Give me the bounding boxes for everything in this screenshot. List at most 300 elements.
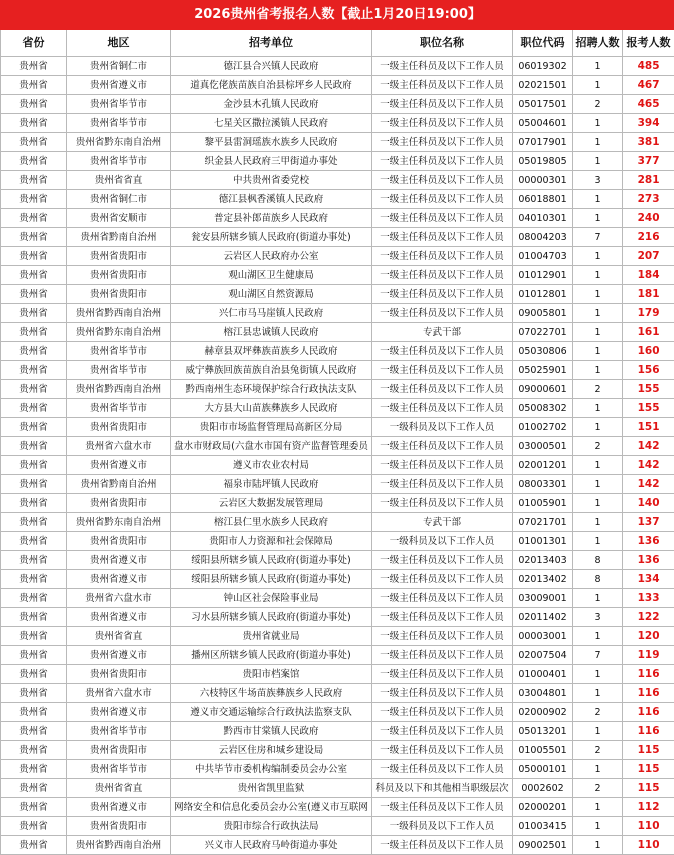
cell-recruits: 1 [573,361,623,380]
cell-applicants: 110 [623,817,674,836]
cell-province: 贵州省 [1,304,67,323]
table-row [1,627,674,646]
cell-position: 一级主任科员及以下工作人员 [372,152,513,171]
cell-region: 贵州省贵阳市 [67,532,171,551]
cell-position: 一级主任科员及以下工作人员 [372,665,513,684]
cell-position: 一级主任科员及以下工作人员 [372,114,513,133]
cell-recruits: 1 [573,266,623,285]
cell-province: 贵州省 [1,361,67,380]
cell-position: 一级主任科员及以下工作人员 [372,285,513,304]
cell-region: 贵州省黔西南自治州 [67,836,171,855]
cell-province: 贵州省 [1,836,67,855]
cell-applicants: 156 [623,361,674,380]
cell-position: 一级主任科员及以下工作人员 [372,722,513,741]
cell-province: 贵州省 [1,57,67,76]
cell-position: 一级主任科员及以下工作人员 [372,684,513,703]
cell-code: 07021701 [513,513,573,532]
cell-applicants: 179 [623,304,674,323]
cell-region: 贵州省黔西南自治州 [67,380,171,399]
table-row [1,228,674,247]
cell-recruits: 2 [573,95,623,114]
cell-position: 一级主任科员及以下工作人员 [372,570,513,589]
cell-position: 一级主任科员及以下工作人员 [372,57,513,76]
cell-position: 一级主任科员及以下工作人员 [372,589,513,608]
cell-applicants: 151 [623,418,674,437]
cell-recruits: 1 [573,342,623,361]
cell-unit: 贵阳市市场监督管理局高新区分局 [171,418,372,437]
cell-code: 05025901 [513,361,573,380]
cell-applicants: 116 [623,722,674,741]
cell-region: 贵州省贵阳市 [67,817,171,836]
cell-recruits: 1 [573,399,623,418]
cell-applicants: 207 [623,247,674,266]
cell-region: 贵州省铜仁市 [67,190,171,209]
cell-recruits: 2 [573,437,623,456]
cell-province: 贵州省 [1,380,67,399]
cell-unit: 贵阳市人力资源和社会保障局 [171,532,372,551]
cell-unit: 盘水市财政局(六盘水市国有资产监督管理委员 [171,437,372,456]
cell-code: 05008302 [513,399,573,418]
cell-region: 贵州省六盘水市 [67,684,171,703]
cell-code: 00000301 [513,171,573,190]
cell-recruits: 1 [573,304,623,323]
cell-province: 贵州省 [1,589,67,608]
cell-applicants: 115 [623,760,674,779]
cell-code: 05019805 [513,152,573,171]
cell-code: 02001201 [513,456,573,475]
cell-province: 贵州省 [1,494,67,513]
cell-applicants: 116 [623,684,674,703]
cell-unit: 贵州省就业局 [171,627,372,646]
cell-applicants: 394 [623,114,674,133]
cell-recruits: 1 [573,532,623,551]
cell-recruits: 2 [573,741,623,760]
cell-unit: 云岩区人民政府办公室 [171,247,372,266]
cell-applicants: 133 [623,589,674,608]
cell-code: 05004601 [513,114,573,133]
table-row [1,95,674,114]
cell-applicants: 381 [623,133,674,152]
table-row [1,266,674,285]
cell-recruits: 1 [573,152,623,171]
cell-applicants: 377 [623,152,674,171]
cell-unit: 网络安全和信息化委员会办公室(遵义市互联网 [171,798,372,817]
cell-unit: 威宁彝族回族苗族自治县兔街镇人民政府 [171,361,372,380]
table-row [1,285,674,304]
table-row [1,513,674,532]
cell-recruits: 8 [573,551,623,570]
cell-code: 0002602 [513,779,573,798]
cell-recruits: 1 [573,57,623,76]
cell-position: 一级主任科员及以下工作人员 [372,209,513,228]
cell-position: 一级主任科员及以下工作人员 [372,228,513,247]
cell-region: 贵州省贵阳市 [67,665,171,684]
cell-province: 贵州省 [1,684,67,703]
cell-applicants: 112 [623,798,674,817]
table-row [1,361,674,380]
cell-recruits: 1 [573,114,623,133]
cell-code: 02011402 [513,608,573,627]
cell-region: 贵州省贵阳市 [67,418,171,437]
table-row [1,684,674,703]
cell-unit: 黎平县雷洞瑶族水族乡人民政府 [171,133,372,152]
cell-province: 贵州省 [1,665,67,684]
cell-position: 一级主任科员及以下工作人员 [372,836,513,855]
cell-recruits: 1 [573,836,623,855]
cell-code: 08004203 [513,228,573,247]
cell-code: 02013402 [513,570,573,589]
cell-province: 贵州省 [1,475,67,494]
cell-unit: 观山湖区自然资源局 [171,285,372,304]
col-header-position: 职位名称 [372,30,513,57]
cell-region: 贵州省黔西南自治州 [67,304,171,323]
cell-province: 贵州省 [1,646,67,665]
cell-code: 06019302 [513,57,573,76]
cell-recruits: 8 [573,570,623,589]
cell-recruits: 1 [573,323,623,342]
cell-applicants: 137 [623,513,674,532]
cell-region: 贵州省黔南自治州 [67,475,171,494]
cell-code: 05030806 [513,342,573,361]
cell-province: 贵州省 [1,342,67,361]
table-row [1,703,674,722]
cell-applicants: 184 [623,266,674,285]
cell-province: 贵州省 [1,133,67,152]
cell-unit: 贵阳市综合行政执法局 [171,817,372,836]
cell-recruits: 1 [573,722,623,741]
table-row [1,779,674,798]
cell-unit: 德江县合兴镇人民政府 [171,57,372,76]
cell-position: 一级主任科员及以下工作人员 [372,475,513,494]
cell-region: 贵州省毕节市 [67,722,171,741]
cell-applicants: 467 [623,76,674,95]
table-row [1,456,674,475]
cell-code: 02007504 [513,646,573,665]
cell-code: 02013403 [513,551,573,570]
cell-code: 03000501 [513,437,573,456]
cell-applicants: 142 [623,456,674,475]
table-row [1,114,674,133]
cell-code: 05013201 [513,722,573,741]
cell-unit: 习水县所辖乡镇人民政府(街道办事处) [171,608,372,627]
cell-position: 一级主任科员及以下工作人员 [372,494,513,513]
cell-unit: 绥阳县所辖乡镇人民政府(街道办事处) [171,570,372,589]
cell-region: 贵州省遵义市 [67,798,171,817]
cell-unit: 云岩区大数据发展管理局 [171,494,372,513]
table-row [1,570,674,589]
cell-recruits: 1 [573,684,623,703]
cell-applicants: 136 [623,551,674,570]
cell-unit: 榕江县忠诚镇人民政府 [171,323,372,342]
cell-position: 一级主任科员及以下工作人员 [372,342,513,361]
cell-applicants: 119 [623,646,674,665]
cell-position: 专武干部 [372,513,513,532]
cell-province: 贵州省 [1,171,67,190]
cell-province: 贵州省 [1,190,67,209]
cell-code: 04010301 [513,209,573,228]
cell-recruits: 1 [573,589,623,608]
cell-code: 01001301 [513,532,573,551]
cell-code: 02021501 [513,76,573,95]
cell-region: 贵州省遵义市 [67,608,171,627]
cell-position: 一级主任科员及以下工作人员 [372,76,513,95]
cell-province: 贵州省 [1,456,67,475]
cell-unit: 绥阳县所辖乡镇人民政府(街道办事处) [171,551,372,570]
cell-recruits: 3 [573,171,623,190]
cell-applicants: 140 [623,494,674,513]
cell-unit: 金沙县木孔镇人民政府 [171,95,372,114]
cell-unit: 织金县人民政府三甲街道办事处 [171,152,372,171]
cell-region: 贵州省遵义市 [67,551,171,570]
col-header-unit: 招考单位 [171,30,372,57]
cell-region: 贵州省省直 [67,627,171,646]
table-row [1,342,674,361]
cell-position: 一级主任科员及以下工作人员 [372,703,513,722]
cell-position: 一级主任科员及以下工作人员 [372,608,513,627]
cell-province: 贵州省 [1,437,67,456]
table-row [1,760,674,779]
cell-unit: 七星关区撒拉溪镇人民政府 [171,114,372,133]
cell-region: 贵州省毕节市 [67,152,171,171]
cell-region: 贵州省毕节市 [67,95,171,114]
cell-province: 贵州省 [1,722,67,741]
cell-code: 01005901 [513,494,573,513]
cell-province: 贵州省 [1,760,67,779]
cell-position: 专武干部 [372,323,513,342]
cell-unit: 遵义市农业农村局 [171,456,372,475]
cell-recruits: 1 [573,247,623,266]
cell-position: 一级主任科员及以下工作人员 [372,380,513,399]
cell-region: 贵州省遵义市 [67,456,171,475]
cell-code: 05000101 [513,760,573,779]
cell-region: 贵州省黔南自治州 [67,228,171,247]
cell-code: 01000401 [513,665,573,684]
cell-region: 贵州省毕节市 [67,114,171,133]
cell-province: 贵州省 [1,779,67,798]
cell-code: 01002702 [513,418,573,437]
cell-region: 贵州省遵义市 [67,646,171,665]
cell-unit: 兴义市人民政府马岭街道办事处 [171,836,372,855]
cell-position: 一级主任科员及以下工作人员 [372,760,513,779]
cell-recruits: 2 [573,703,623,722]
cell-applicants: 240 [623,209,674,228]
cell-recruits: 1 [573,190,623,209]
cell-code: 00003001 [513,627,573,646]
cell-unit: 黔西南州生态环境保护综合行政执法支队 [171,380,372,399]
cell-position: 一级主任科员及以下工作人员 [372,646,513,665]
cell-unit: 普定县补郎苗族乡人民政府 [171,209,372,228]
cell-applicants: 142 [623,437,674,456]
cell-unit: 兴仁市马马崖镇人民政府 [171,304,372,323]
cell-recruits: 7 [573,646,623,665]
cell-unit: 钟山区社会保险事业局 [171,589,372,608]
cell-region: 贵州省黔东南自治州 [67,513,171,532]
cell-province: 贵州省 [1,209,67,228]
cell-region: 贵州省省直 [67,779,171,798]
cell-unit: 观山湖区卫生健康局 [171,266,372,285]
cell-province: 贵州省 [1,285,67,304]
cell-unit: 福泉市陆坪镇人民政府 [171,475,372,494]
cell-recruits: 1 [573,76,623,95]
cell-recruits: 2 [573,779,623,798]
cell-unit: 黔西市甘棠镇人民政府 [171,722,372,741]
col-header-region: 地区 [67,30,171,57]
cell-unit: 云岩区住房和城乡建设局 [171,741,372,760]
cell-region: 贵州省贵阳市 [67,266,171,285]
col-header-recruits: 招聘人数 [573,30,623,57]
cell-applicants: 120 [623,627,674,646]
cell-applicants: 273 [623,190,674,209]
cell-unit: 赫章县双坪彝族苗族乡人民政府 [171,342,372,361]
cell-province: 贵州省 [1,152,67,171]
table-row [1,798,674,817]
cell-province: 贵州省 [1,266,67,285]
cell-province: 贵州省 [1,95,67,114]
cell-unit: 德江县枫香溪镇人民政府 [171,190,372,209]
cell-position: 一级科员及以下工作人员 [372,817,513,836]
cell-applicants: 465 [623,95,674,114]
cell-position: 一级主任科员及以下工作人员 [372,190,513,209]
cell-region: 贵州省遵义市 [67,570,171,589]
cell-code: 01005501 [513,741,573,760]
cell-code: 01004703 [513,247,573,266]
table-row [1,741,674,760]
cell-recruits: 1 [573,817,623,836]
cell-position: 一级主任科员及以下工作人员 [372,551,513,570]
cell-unit: 榕江县仁里水族乡人民政府 [171,513,372,532]
cell-applicants: 115 [623,779,674,798]
cell-position: 一级主任科员及以下工作人员 [372,798,513,817]
table-row [1,817,674,836]
cell-province: 贵州省 [1,399,67,418]
cell-recruits: 1 [573,133,623,152]
cell-unit: 贵阳市档案馆 [171,665,372,684]
cell-applicants: 134 [623,570,674,589]
cell-recruits: 3 [573,608,623,627]
table-row [1,209,674,228]
cell-recruits: 1 [573,513,623,532]
cell-unit: 中共贵州省委党校 [171,171,372,190]
cell-recruits: 1 [573,418,623,437]
cell-code: 08003301 [513,475,573,494]
cell-position: 一级主任科员及以下工作人员 [372,399,513,418]
table-row [1,589,674,608]
cell-applicants: 136 [623,532,674,551]
cell-code: 06018801 [513,190,573,209]
cell-position: 一级主任科员及以下工作人员 [372,456,513,475]
cell-applicants: 181 [623,285,674,304]
cell-position: 一级主任科员及以下工作人员 [372,741,513,760]
cell-code: 07017901 [513,133,573,152]
cell-province: 贵州省 [1,247,67,266]
cell-unit: 中共毕节市委机构编制委员会办公室 [171,760,372,779]
cell-applicants: 281 [623,171,674,190]
cell-region: 贵州省贵阳市 [67,247,171,266]
cell-code: 09005801 [513,304,573,323]
cell-province: 贵州省 [1,323,67,342]
cell-applicants: 160 [623,342,674,361]
cell-recruits: 1 [573,798,623,817]
table-row [1,57,674,76]
cell-recruits: 7 [573,228,623,247]
title-row [1,1,674,30]
cell-region: 贵州省毕节市 [67,342,171,361]
cell-region: 贵州省黔东南自治州 [67,323,171,342]
cell-applicants: 116 [623,703,674,722]
cell-region: 贵州省毕节市 [67,361,171,380]
cell-position: 一级主任科员及以下工作人员 [372,171,513,190]
cell-province: 贵州省 [1,627,67,646]
page-title: 2026贵州省考报名人数【截止1月20日19:00】 [1,1,674,30]
cell-code: 01003415 [513,817,573,836]
cell-unit: 道真仡佬族苗族自治县棕坪乡人民政府 [171,76,372,95]
cell-unit: 遵义市交通运输综合行政执法监察支队 [171,703,372,722]
cell-province: 贵州省 [1,741,67,760]
cell-province: 贵州省 [1,608,67,627]
table-row [1,171,674,190]
table-row [1,494,674,513]
cell-code: 03004801 [513,684,573,703]
cell-position: 一级主任科员及以下工作人员 [372,247,513,266]
col-header-province: 省份 [1,30,67,57]
cell-applicants: 122 [623,608,674,627]
cell-unit: 六枝特区牛场苗族彝族乡人民政府 [171,684,372,703]
cell-province: 贵州省 [1,114,67,133]
cell-position: 一级科员及以下工作人员 [372,532,513,551]
cell-position: 科员及以下和其他相当职级层次 [372,779,513,798]
table-body [1,57,674,855]
cell-province: 贵州省 [1,532,67,551]
cell-position: 一级主任科员及以下工作人员 [372,304,513,323]
cell-applicants: 161 [623,323,674,342]
cell-region: 贵州省毕节市 [67,760,171,779]
cell-region: 贵州省毕节市 [67,399,171,418]
table-row [1,722,674,741]
cell-code: 01012801 [513,285,573,304]
cell-applicants: 155 [623,380,674,399]
cell-applicants: 485 [623,57,674,76]
cell-recruits: 1 [573,456,623,475]
cell-province: 贵州省 [1,418,67,437]
cell-applicants: 216 [623,228,674,247]
cell-position: 一级主任科员及以下工作人员 [372,361,513,380]
cell-province: 贵州省 [1,76,67,95]
cell-position: 一级科员及以下工作人员 [372,418,513,437]
cell-position: 一级主任科员及以下工作人员 [372,133,513,152]
cell-code: 09000601 [513,380,573,399]
table-row [1,475,674,494]
cell-applicants: 155 [623,399,674,418]
table-row [1,608,674,627]
cell-region: 贵州省省直 [67,171,171,190]
cell-applicants: 142 [623,475,674,494]
cell-province: 贵州省 [1,513,67,532]
cell-region: 贵州省遵义市 [67,703,171,722]
table-row [1,323,674,342]
cell-recruits: 2 [573,380,623,399]
table-row [1,304,674,323]
col-header-applicants: 报考人数 [623,30,674,57]
cell-recruits: 1 [573,494,623,513]
cell-recruits: 1 [573,475,623,494]
cell-region: 贵州省贵阳市 [67,285,171,304]
cell-recruits: 1 [573,760,623,779]
cell-province: 贵州省 [1,228,67,247]
cell-code: 03009001 [513,589,573,608]
cell-region: 贵州省六盘水市 [67,589,171,608]
cell-region: 贵州省贵阳市 [67,494,171,513]
cell-region: 贵州省安顺市 [67,209,171,228]
